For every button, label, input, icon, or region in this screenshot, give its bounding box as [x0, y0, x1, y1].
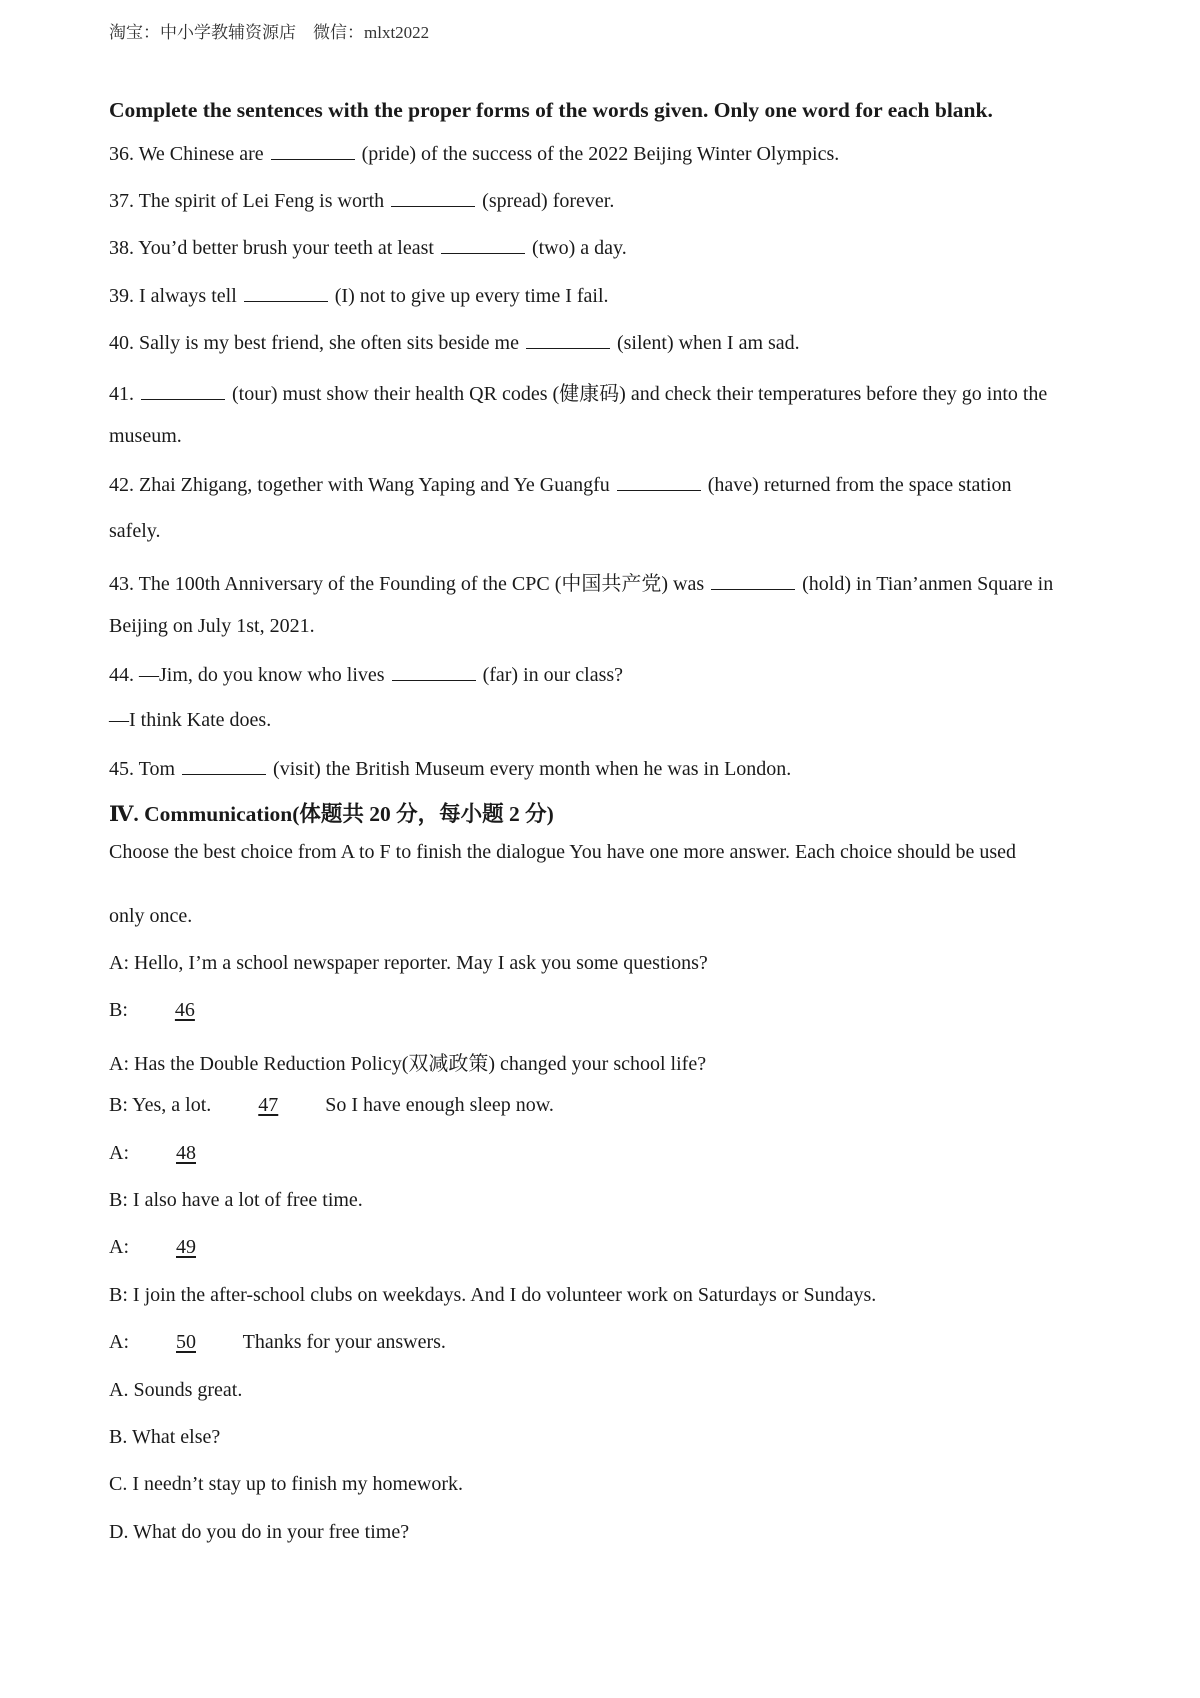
dialogue-blank-49[interactable]: 49	[176, 1236, 196, 1258]
dialogue-line	[109, 1047, 706, 1076]
dialogue-blank-50[interactable]: 50	[176, 1331, 196, 1353]
answer-blank[interactable]	[244, 283, 328, 302]
dialogue-text: I join the after-school clubs on weekdays. And I do volunteer work on Saturdays or Sundays.	[132, 1284, 877, 1306]
item-text-before: I always tell	[139, 285, 237, 307]
option-b: B. What else?	[109, 1426, 221, 1448]
answer-blank[interactable]	[391, 188, 475, 207]
dialogue-line	[109, 1189, 363, 1212]
dialogue-line	[109, 1331, 446, 1354]
dialogue-line	[109, 1142, 238, 1165]
item-text-before: We Chinese are	[138, 143, 264, 165]
dialogue-line	[109, 1236, 238, 1259]
speaker-label: A:	[109, 1331, 129, 1353]
item-number: 39.	[109, 285, 134, 307]
item-text-before: The spirit of Lei Feng is worth	[138, 190, 385, 212]
section-instruction-continuation: only once.	[109, 905, 193, 927]
speaker-label: B:	[109, 1094, 128, 1116]
item-42	[109, 472, 1012, 497]
item-text-before: —Jim, do you know who lives	[139, 664, 385, 686]
dialogue-blank-47[interactable]: 47	[258, 1094, 279, 1116]
item-39	[109, 283, 609, 308]
item-text-before: The 100th Anniversary of the Founding of the CPC (中国共产党) was	[138, 573, 705, 595]
speaker-label: A:	[109, 1142, 129, 1164]
item-37	[109, 188, 614, 213]
dialogue-blank-46[interactable]: 46	[174, 999, 195, 1021]
item-number: 45.	[109, 758, 134, 780]
item-number: 42.	[109, 474, 134, 496]
item-text-before: You’d better brush your teeth at least	[138, 237, 434, 259]
item-41-continuation: museum.	[109, 425, 182, 447]
item-44-reply: —I think Kate does.	[109, 709, 272, 731]
item-number: 43.	[109, 573, 134, 595]
item-40	[109, 330, 800, 355]
item-text-after: (I) not to give up every time I fail.	[334, 285, 609, 307]
item-text-after: (silent) when I am sad.	[616, 332, 800, 354]
dialogue-text: So I have enough sleep now.	[325, 1094, 554, 1116]
item-number: 44.	[109, 664, 134, 686]
item-41	[109, 377, 1047, 406]
answer-blank[interactable]	[441, 235, 525, 254]
item-text-before: Tom	[138, 758, 176, 780]
item-38	[109, 235, 627, 260]
dialogue-text: Hello, I’m a school newspaper reporter. May I ask you some questions?	[134, 952, 708, 974]
item-number: 41.	[109, 383, 134, 405]
answer-blank[interactable]	[526, 330, 610, 349]
item-text-before: Zhai Zhigang, together with Wang Yaping and Ye Guangfu	[139, 474, 610, 496]
dialogue-blank-48[interactable]: 48	[176, 1142, 196, 1164]
item-43-continuation: Beijing on July 1st, 2021.	[109, 615, 315, 637]
answer-blank[interactable]	[141, 381, 225, 400]
item-text-after: (tour) must show their health QR codes (健康码) and check their temperatures before they go into the	[232, 383, 1048, 405]
item-text-after: (two) a day.	[531, 237, 627, 259]
answer-blank[interactable]	[271, 141, 355, 160]
item-text-after: (spread) forever.	[482, 190, 615, 212]
dialogue-line	[109, 1094, 554, 1117]
dialogue-text-before: Yes, a lot.	[132, 1094, 212, 1116]
item-42-continuation: safely.	[109, 520, 161, 542]
page-header: 淘宝：中小学教辅资源店 微信：mlxt2022	[109, 23, 430, 42]
item-text-after: (far) in our class?	[482, 664, 624, 686]
item-43	[109, 567, 1053, 596]
speaker-label: B:	[109, 999, 128, 1021]
answer-blank[interactable]	[182, 756, 266, 775]
speaker-label: B:	[109, 1189, 128, 1211]
speaker-label: A:	[109, 952, 129, 974]
item-text-after: (pride) of the success of the 2022 Beijing Winter Olympics.	[361, 143, 840, 165]
answer-blank[interactable]	[617, 472, 701, 491]
dialogue-text: I also have a lot of free time.	[132, 1189, 363, 1211]
section-title: Ⅳ. Communication(体题共 20 分，每小题 2 分)	[109, 802, 554, 826]
option-a: A. Sounds great.	[109, 1379, 243, 1401]
answer-blank[interactable]	[711, 571, 795, 590]
item-45	[109, 756, 791, 781]
section-instruction: Choose the best choice from A to F to finish the dialogue You have one more answer. Each choice should be used	[109, 841, 1017, 863]
item-number: 40.	[109, 332, 134, 354]
item-number: 36.	[109, 143, 134, 165]
dialogue-text: Has the Double Reduction Policy(双减政策) changed your school life?	[134, 1053, 707, 1075]
dialogue-line	[109, 1284, 876, 1307]
item-text-after: (visit) the British Museum every month when he was in London.	[273, 758, 792, 780]
item-44	[109, 662, 623, 687]
option-c: C. I needn’t stay up to finish my homework.	[109, 1473, 464, 1495]
item-text-after: (hold) in Tian’anmen Square in	[802, 573, 1054, 595]
answer-blank[interactable]	[392, 662, 476, 681]
item-36	[109, 141, 839, 166]
speaker-label: A:	[109, 1053, 129, 1075]
item-text-before: Sally is my best friend, she often sits beside me	[139, 332, 519, 354]
dialogue-line	[109, 952, 708, 975]
instruction: Complete the sentences with the proper forms of the words given. Only one word for each blank.	[109, 98, 993, 122]
option-d: D. What do you do in your free time?	[109, 1521, 410, 1543]
dialogue-line	[109, 999, 237, 1022]
item-number: 38.	[109, 237, 134, 259]
speaker-label: B:	[109, 1284, 128, 1306]
item-text-after: (have) returned from the space station	[707, 474, 1012, 496]
speaker-label: A:	[109, 1236, 129, 1258]
dialogue-text: Thanks for your answers.	[242, 1331, 446, 1353]
item-number: 37.	[109, 190, 134, 212]
